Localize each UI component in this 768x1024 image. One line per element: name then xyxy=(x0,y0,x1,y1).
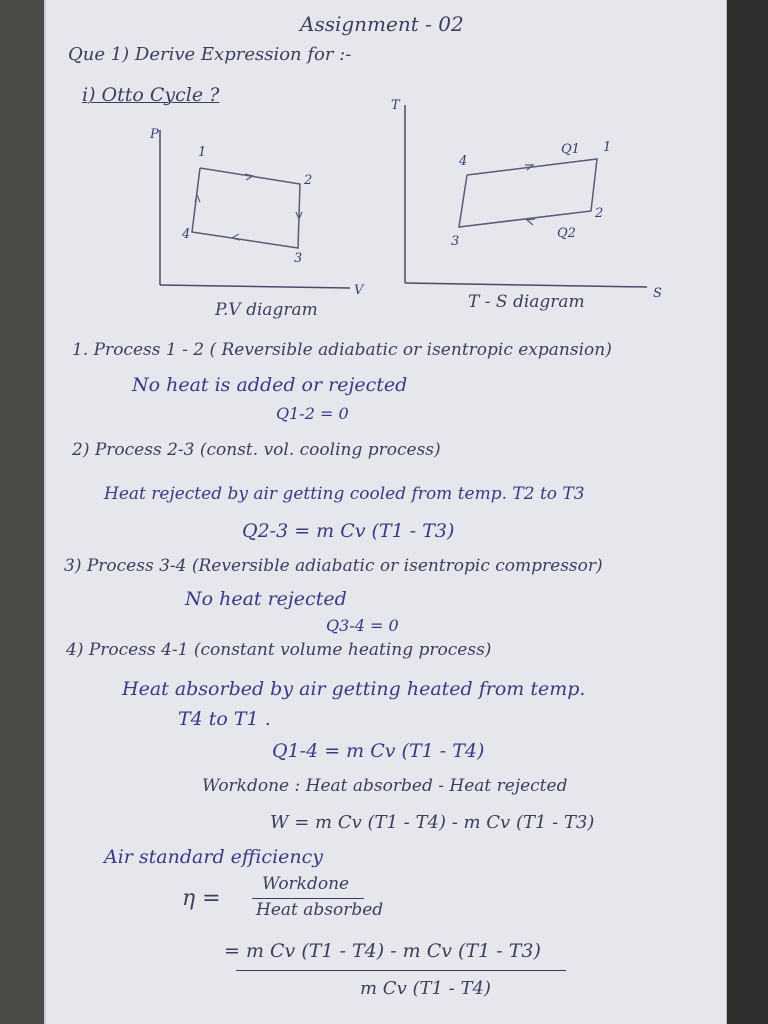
subquestion-heading xyxy=(82,84,219,106)
process-2-3-note: Heat rejected by air getting cooled from temp. T2 to T3 xyxy=(104,484,585,504)
workdone-definition: Workdone : Heat absorbed - Heat rejected xyxy=(202,776,568,796)
ts-caption: T - S diagram xyxy=(468,292,585,312)
efficiency-symbol: η = xyxy=(182,886,221,911)
pv-diagram-svg xyxy=(140,120,370,310)
ts-label-t: T xyxy=(391,98,400,113)
process-3-4-equation: Q3-4 = 0 xyxy=(326,616,399,635)
efficiency-denominator: Heat absorbed xyxy=(256,900,384,920)
subquestion-text: i) Otto Cycle ? xyxy=(82,84,220,106)
pv-point-2: 2 xyxy=(304,173,313,188)
pv-label-v: V xyxy=(354,283,364,298)
background-left xyxy=(0,0,44,1024)
background-right xyxy=(724,0,768,1024)
efficiency-expanded-denominator: m Cv (T1 - T4) xyxy=(360,978,491,999)
efficiency-expanded-numerator: = m Cv (T1 - T4) - m Cv (T1 - T3) xyxy=(224,940,541,962)
page-title: Assignment - 02 xyxy=(300,12,464,36)
process-4-1-note: Heat absorbed by air getting heated from temp. xyxy=(122,678,586,700)
fraction-bar-1 xyxy=(252,898,364,899)
workdone-equation: W = m Cv (T1 - T4) - m Cv (T1 - T3) xyxy=(270,812,595,833)
efficiency-numerator: Workdone xyxy=(262,874,350,894)
process-3-4-note: No heat rejected xyxy=(185,588,347,610)
pv-point-3: 3 xyxy=(294,251,303,266)
ts-label-s: S xyxy=(653,286,662,301)
ts-diagram xyxy=(385,95,665,299)
ts-point-4: 4 xyxy=(459,154,468,169)
ts-x-axis xyxy=(405,283,647,287)
efficiency-heading: Air standard efficiency xyxy=(104,846,324,868)
process-2-3-heading: 2) Process 2-3 (const. vol. cooling process) xyxy=(72,440,441,460)
process-4-1-heading: 4) Process 4-1 (constant volume heating process) xyxy=(66,640,492,660)
process-3-4-heading: 3) Process 3-4 (Reversible adiabatic or isentropic compressor) xyxy=(64,556,603,576)
ts-q1-label: Q1 xyxy=(561,142,580,157)
pv-point-1: 1 xyxy=(198,145,207,160)
pv-x-axis xyxy=(160,285,350,288)
process-4-1-note-cont: T4 to T1 . xyxy=(178,708,271,730)
ts-diagram-svg xyxy=(385,95,665,301)
question-heading: Que 1) Derive Expression for :- xyxy=(68,44,352,65)
process-1-2-equation: Q1-2 = 0 xyxy=(276,404,349,423)
process-1-2-note: No heat is added or rejected xyxy=(132,374,408,396)
pv-diagram xyxy=(140,120,370,314)
process-2-3-equation: Q2-3 = m Cv (T1 - T3) xyxy=(242,520,455,542)
ts-point-1: 1 xyxy=(603,140,612,155)
ts-point-2: 2 xyxy=(595,206,604,221)
ts-point-3: 3 xyxy=(451,234,460,249)
pv-label-p: P xyxy=(150,127,159,142)
fraction-bar-2 xyxy=(236,970,566,971)
ts-q2-label: Q2 xyxy=(557,226,576,241)
process-1-2-heading: 1. Process 1 - 2 ( Reversible adiabatic or isentropic expansion) xyxy=(72,340,612,360)
pv-point-4: 4 xyxy=(182,227,191,242)
process-4-1-equation: Q1-4 = m Cv (T1 - T4) xyxy=(272,740,485,762)
pv-caption: P.V diagram xyxy=(215,300,318,320)
